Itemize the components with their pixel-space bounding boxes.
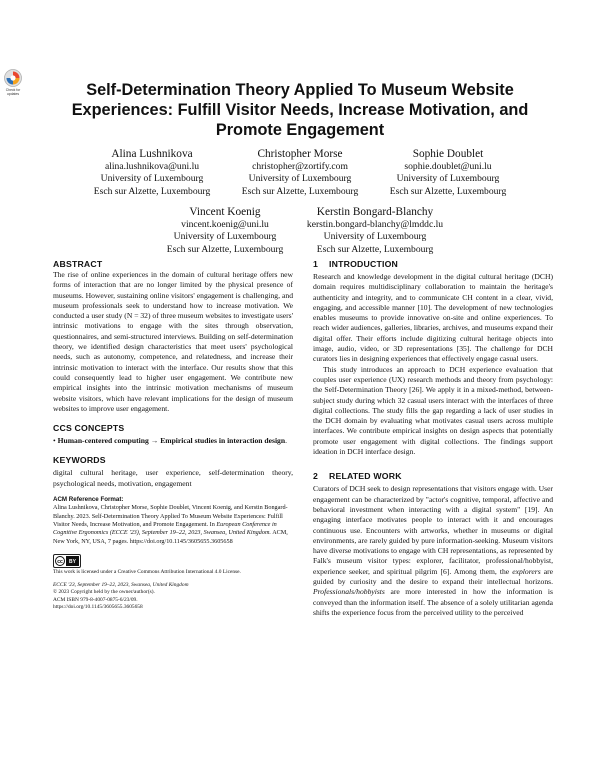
paper-title [40,80,560,140]
footer-copyright: © 2023 Copyright held by the owner/author(s). [53,589,155,596]
acm-reference [53,496,293,546]
ccs-concept: Human-centered computing [57,436,149,446]
update-badge-label: Check for updates [5,88,21,96]
author-name: Sophie Doublet [412,148,484,160]
related-hobbyists: Professionals/hobbyists [313,587,385,597]
author-affiliation: University of Luxembourg [248,173,352,185]
reference-text-b[interactable]: ACM, New York, NY, USA, 7 pages. https://doi.org/10.1145/3605655.3605658 [53,529,288,545]
author-email[interactable]: vincent.koenig@uni.lu [181,219,269,230]
check-for-updates-badge[interactable] [3,68,23,102]
footer-doi[interactable]: https://doi.org/10.1145/3605655.3605658 [53,604,143,611]
footer-block [53,582,293,611]
author-location: Esch sur Alzette, Luxembourg [241,185,359,197]
ccs-concepts [53,436,293,446]
keywords-heading: KEYWORDS [53,455,106,466]
cc-by-icon[interactable] [53,554,81,568]
title-line-2: Experiences: Fulfill Visitor Needs, Increase Motivation, and [71,101,529,119]
author-name: Vincent Koenig [189,206,261,218]
right-column [313,259,553,618]
footer-conf: ECCE '23, September 19–22, 2023, Swansea, United Kingdom [53,582,189,589]
keywords-text: digital cultural heritage, user experience, self-determination theory, psychological needs, motivation, engagement [53,468,293,488]
title-line-3: Promote Engagement [215,121,385,139]
author-name: Christopher Morse [257,148,343,160]
ccs-arrow: → [150,436,159,446]
footer-isbn: ACM ISBN 979-8-4007-0875-6/23/09. [53,596,138,603]
cc-badge-text: cc [57,558,63,565]
related-text-a: Curators of DCH seek to design representations that visitors engage with. User engagement can be characterized by "actor's cognitive, temporal, affective and behavioral investment when interacting with a digital system" [19]. An engaging interface motivates people to interact with it and encourages continuous use. Encounters with artworks, whether in museums or digital environments, are rarely guided by pure information-seeking. Museum visitors have diverse motivations to engage with CH representations, as represented by Falk's museum visitor types: explorer, facilitator, professional/hobbyist, experience seeker, and spiritual pilgrim [6]. Among them, the [313,484,553,576]
related-heading [313,471,553,482]
ccs-detail: Empirical studies in interaction design [160,436,286,446]
author-affiliation: University of Luxembourg [323,231,427,243]
reference-venue: European Conference in Cognitive Ergonomics (ECCE '23), September 19–22, 2023, Swansea, United Kingdom. [53,520,277,537]
author-block [348,147,548,198]
author-email[interactable]: kerstin.bongard-blanchy@lmddc.lu [306,219,444,230]
author-email[interactable]: alina.lushnikova@uni.lu [104,161,200,172]
intro-number: 1 [313,259,319,269]
author-location: Esch sur Alzette, Luxembourg [316,243,434,255]
reference-heading: ACM Reference Format: [53,496,124,504]
author-block [280,205,470,256]
author-affiliation: University of Luxembourg [100,173,204,185]
author-name: Kerstin Bongard-Blanchy [316,206,434,218]
related-title: RELATED WORK [329,471,402,482]
license-text[interactable]: This work is licensed under a Creative Commons Attribution International 4.0 License. [53,568,241,575]
author-email[interactable]: christopher@zortify.com [252,161,348,172]
ccs-bullet: • [53,436,56,446]
author-affiliation: University of Luxembourg [396,173,500,185]
intro-paragraph-2: This study introduces an approach to DCH experience evaluation that couples user experience (UX) research methods and theory from psychology: the Self-Determination Theory [26]. We apply it in a mixed-method, between-subject study during which 32 casual users interact with the interfaces of three digital collections. The study fills the gap regarding a lack of user studies in the DCH domain by evaluating what motivates casual users across multiple interfaces. We contribute empirical insights on design aspects that potentially promote user engagement with digital collections. The findings support ideation in DCH interface design. [313,364,553,457]
author-email[interactable]: sophie.doublet@uni.lu [404,161,492,172]
ccs-heading: CCS CONCEPTS [53,423,125,434]
author-location: Esch sur Alzette, Luxembourg [389,185,507,197]
abstract-text: The rise of online experiences in the domain of cultural heritage offers new forms of interaction that are no longer limited by the physical presence of museums. However, sustaining online visitors' engagement is challenging, and museum professionals seek to understand how to increase motivation. We conducted a user study (N = 32) of three museum websites to investigate users' intrinsic motivations to engage with the sites through observation, questionnaires, and semi-structured interviews. Building on self-determination theory, we identified design characteristics that meet users' psychological needs, such as autonomy, competence, and relatedness, and increase their intrinsic motivation to interact with the interface. Our results show that this could consequently lead to higher user engagement. We contribute new empirical insights into the intrinsic motivation mechanisms of museum website visitors, which have relevant implications for the design of museum websites to improve user engagement. [53,270,293,413]
abstract-heading: ABSTRACT [53,259,103,269]
reference-text-a: Alina Lushnikova, Christopher Morse, Sophie Doublet, Vincent Koenig, and Kerstin Bongard-Blanchy. 2023. Self-Determination Theory Applied To Museum Website Experiences: Fulfill Visitor Needs, Increase Motivation, and Promote Engagement. In [53,504,288,528]
license-block [53,554,293,568]
author-affiliation: University of Luxembourg [173,231,277,243]
ccs-end: . [285,436,287,446]
by-badge-text: BY [69,558,76,565]
author-location: Esch sur Alzette, Luxembourg [166,243,284,255]
title-line-1: Self-Determination Theory Applied To Museum Website [86,81,514,99]
intro-paragraph-1: Research and knowledge development in the digital cultural heritage (DCH) domain requires multidisciplinary collaboration to maintain the heritage's authenticity and integrity, and to communicate CH content in a clear, vivid, engaging, and accessible manner [10]. The development of new technologies enables museums to provide innovative on-site and online experiences. To reach wider audiences, galleries, libraries, archives, and museums expand their digital offer. Their efforts include digitizing cultural heritage objects into image, audio, video, or 3D representations [35]. The challenge for DCH curators lies in designing experiences that effectively engage casual users. [313,272,553,364]
related-number: 2 [313,471,319,482]
intro-heading [313,259,553,270]
author-name: Alina Lushnikova [111,148,193,160]
intro-title: INTRODUCTION [329,259,398,269]
left-column [53,259,293,611]
related-explorers: explorers [512,566,541,576]
update-badge-icon [3,68,23,102]
related-text-c: are more interested in how the information is conveyed than the information itself. The absence of a solely utilitarian agenda shifts the experience focus from the perceived utility to the perceived [313,587,553,617]
author-location: Esch sur Alzette, Luxembourg [93,185,211,197]
related-text-b: are guided by curiosity and the desire to expand their intellectual horizons. [313,566,554,587]
related-paragraph-1 [313,484,553,618]
